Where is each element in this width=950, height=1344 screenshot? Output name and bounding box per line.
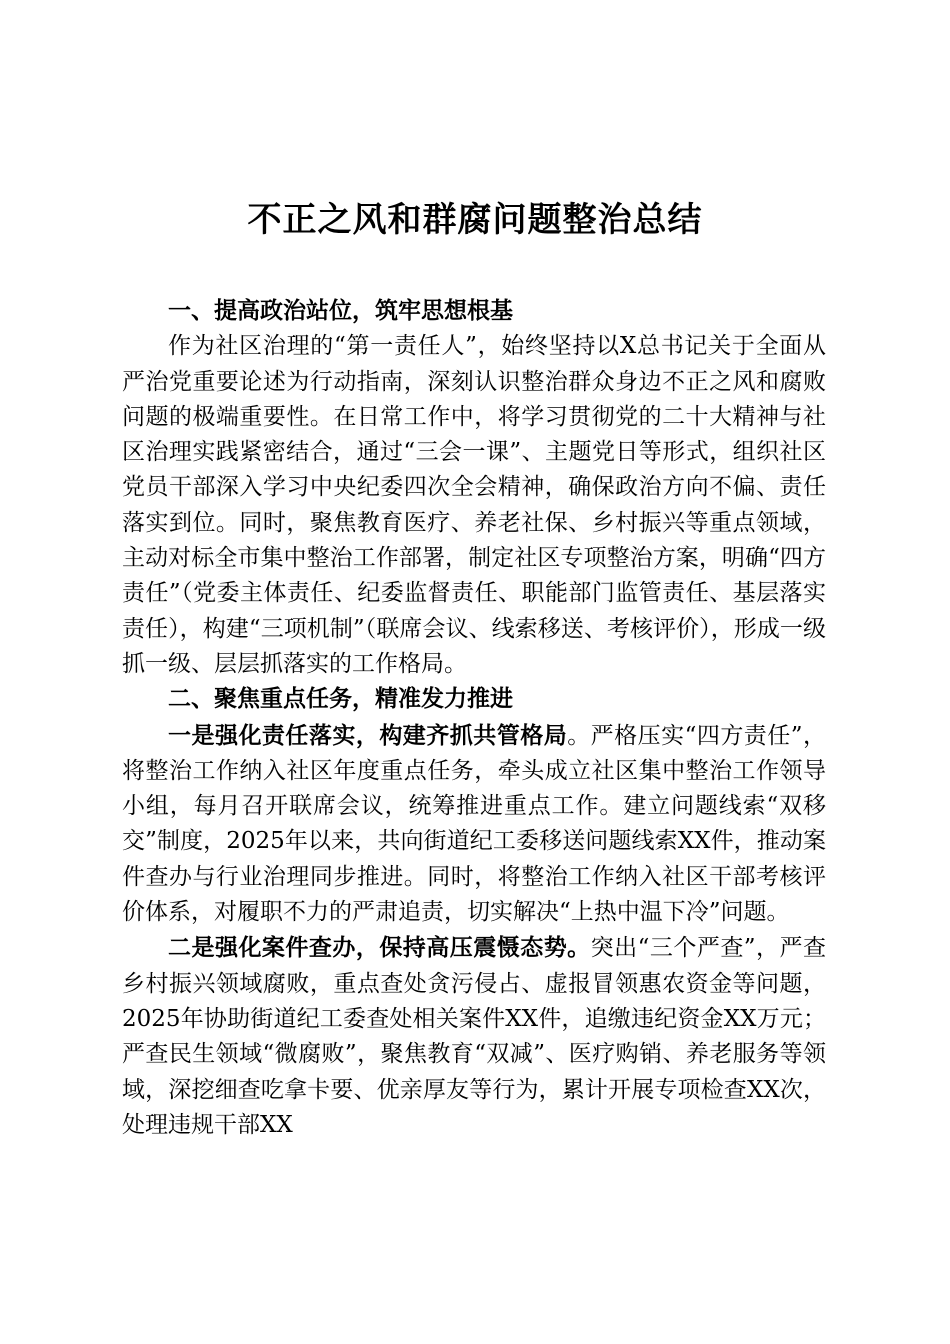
paragraph-text: 。严格压实“四方责任”，将整治工作纳入社区年度重点任务，牵头成立社区集中整治工作领导小组，每月召开联席会议，统筹推进重点工作。建立问题线索“双移交”制度，2025年以来，共向街道纪工委移送问题线索XX件，推动案件查办与行业治理同步推进。同时，将整治工作纳入社区干部考核评价体系，对履职不力的严肃追责，切实解决“上热中温下冷”问题。 bbox=[122, 722, 826, 926]
paragraph-text: 作为社区治理的“第一责任人”，始终坚持以X总书记关于全面从严治党重要论述为行动指南，深刻认识整治群众身边不正之风和腐败问题的极端重要性。在日常工作中，将学习贯彻党的二十大精神与社区治理实践紧密结合，通过“三会一课”、主题党日等形式，组织社区党员干部深入学习中央纪委四次全会精神，确保政治方向不偏、责任落实到位。同时，聚焦教育医疗、养老社保、乡村振兴等重点领域，主动对标全市集中整治工作部署，制定社区专项整治方案，明确“四方责任”（党委主体责任、纪委监督责任、职能部门监管责任、基层落实责任），构建“三项机制”（联席会议、线索移送、考核评价），形成一级抓一级、层层抓落实的工作格局。 bbox=[122, 333, 826, 677]
paragraph-lead: 一是强化责任落实，构建齐抓共管格局 bbox=[168, 721, 568, 749]
paragraph-text: 突出“三个严查”，严查乡村振兴领域腐败，重点查处贪污侵占、虚报冒领惠农资金等问题，2025年协助街道纪工委查处相关案件XX件，追缴违纪资金XX万元；严查民生领域“微腐败”，聚焦教育“双减”、医疗购销、养老服务等领域，深挖细查吃拿卡要、优亲厚友等行为，累计开展专项检查XX次，处理违规干部XX bbox=[122, 935, 826, 1138]
paragraph-lead: 二是强化案件查办，保持高压震慑态势。 bbox=[168, 934, 591, 962]
section-heading-2: 二、聚焦重点任务，精准发力推进 bbox=[168, 686, 513, 713]
section-heading-1: 一、提高政治站位，筑牢思想根基 bbox=[168, 298, 513, 324]
section-2-paragraph-1 bbox=[122, 718, 826, 931]
section-2-paragraph-2 bbox=[122, 930, 826, 1143]
document-body bbox=[122, 294, 826, 1143]
section-1-paragraph-1 bbox=[122, 329, 826, 682]
document-title: 不正之风和群腐问题整治总结 bbox=[247, 200, 703, 240]
